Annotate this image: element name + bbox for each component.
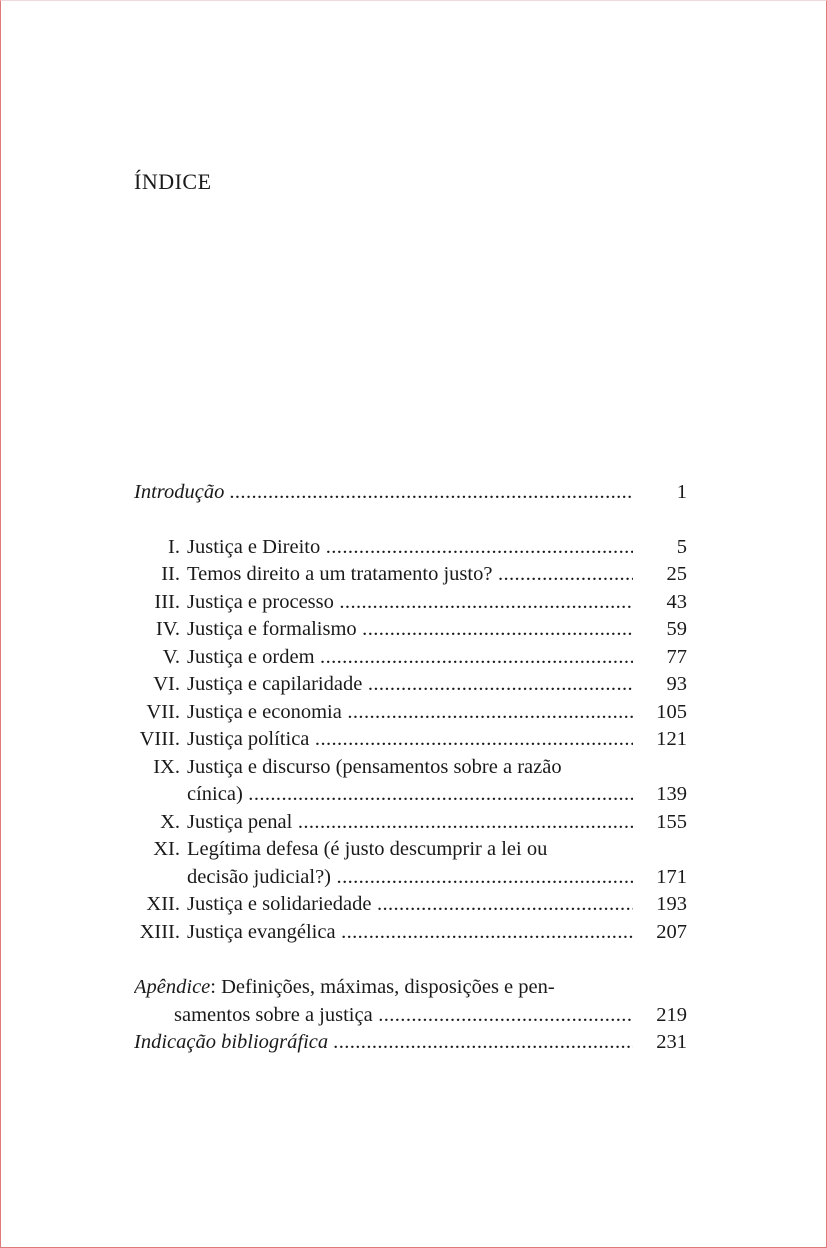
toc-entry-chapter[interactable] [134, 809, 687, 837]
toc-page-number: 25 [666, 563, 687, 585]
toc-page-number: 59 [666, 618, 687, 640]
chapter-number: XIII. [139, 920, 180, 943]
toc-entry-chapter[interactable] [134, 891, 687, 919]
toc-entry-chapter[interactable] [134, 589, 687, 617]
toc-page-number: 121 [656, 728, 687, 750]
toc-page-number: 231 [656, 1031, 687, 1053]
toc-page-number: 93 [666, 673, 687, 695]
chapter-number: VII. [146, 700, 180, 723]
chapter-title: Justiça e discurso (pensamentos sobre a razão [187, 755, 562, 778]
chapter-list [134, 534, 687, 947]
chapter-title: Justiça e processo ..... [187, 589, 633, 617]
chapter-number: VIII. [139, 728, 180, 750]
chapter-title: Justiça política ..... [187, 726, 633, 754]
page-title: ÍNDICE [134, 169, 212, 194]
table-of-contents [134, 479, 687, 1057]
toc-entry-label: Introdução ..... [134, 479, 633, 507]
toc-entry-chapter[interactable] [134, 644, 687, 672]
spacer [134, 507, 687, 534]
toc-entry-bibliography[interactable] [134, 1029, 687, 1057]
toc-entry-label: Indicação bibliográfica ..... [134, 1029, 633, 1057]
chapter-title: decisão judicial?) ..... [187, 864, 633, 892]
chapter-number: X. [160, 810, 180, 833]
chapter-title: Justiça e formalismo ..... [187, 616, 633, 644]
chapter-title: Legítima defesa (é justo descumprir a lei ou [187, 838, 548, 860]
appendix-title-line-2: samentos sobre a justiça ..... [174, 1002, 633, 1030]
spacer [134, 946, 687, 974]
toc-entry-label [134, 974, 633, 1002]
toc-page-number: 207 [656, 920, 687, 943]
chapter-number: V. [162, 645, 180, 668]
toc-entry-chapter[interactable] [134, 616, 687, 644]
chapter-number: III. [154, 590, 180, 613]
toc-page-number: 219 [656, 1003, 687, 1026]
appendix-title-line-1: : Definições, máximas, disposições e pen- [210, 976, 555, 998]
toc-entry-chapter[interactable] [134, 919, 687, 947]
toc-entry-chapter[interactable] [134, 754, 687, 782]
toc-page-number: 43 [666, 590, 687, 613]
chapter-title: Justiça e ordem ..... [187, 644, 633, 672]
chapter-title: Justiça e economia ..... [187, 699, 633, 727]
toc-page-number: 105 [656, 700, 687, 723]
appendix-label: Apêndice [134, 976, 211, 998]
toc-page-number: 193 [656, 893, 687, 915]
toc-entry-chapter[interactable] [134, 726, 687, 754]
toc-page-number: 77 [666, 645, 687, 668]
chapter-number: IV. [155, 618, 180, 640]
toc-entry-chapter[interactable] [134, 561, 687, 589]
toc-entry-chapter[interactable] [134, 699, 687, 727]
chapter-title: Temos direito a um tratamento justo? ..... [187, 561, 633, 589]
chapter-number: I. [168, 535, 180, 558]
toc-entry-appendix[interactable] [134, 974, 687, 1002]
toc-entry-chapter[interactable] [134, 671, 687, 699]
toc-page-number: 155 [656, 810, 687, 833]
toc-page-number: 171 [656, 865, 687, 888]
toc-entry-introduction[interactable] [134, 479, 687, 507]
chapter-number: IX. [153, 755, 180, 778]
chapter-title: Justiça e solidariedade ..... [187, 891, 633, 919]
chapter-title: cínica) ..... [187, 781, 633, 809]
chapter-number: VI. [153, 673, 180, 695]
toc-entry-chapter-continued[interactable] [134, 864, 687, 892]
chapter-title: Justiça evangélica ..... [187, 919, 633, 947]
chapter-title: Justiça penal ..... [187, 809, 633, 837]
toc-entry-appendix-continued[interactable] [134, 1002, 687, 1030]
toc-entry-chapter[interactable] [134, 836, 687, 864]
chapter-title: Justiça e Direito ..... [187, 534, 633, 562]
toc-entry-chapter-continued[interactable] [134, 781, 687, 809]
toc-page-number: 5 [676, 535, 687, 558]
chapter-number: XI. [153, 838, 180, 860]
toc-page-number: 1 [676, 481, 687, 503]
chapter-number: II. [161, 563, 180, 585]
chapter-number: XII. [146, 893, 180, 915]
toc-entry-chapter[interactable] [134, 534, 687, 562]
chapter-title: Justiça e capilaridade ..... [187, 671, 633, 699]
toc-page-number: 139 [656, 783, 687, 805]
